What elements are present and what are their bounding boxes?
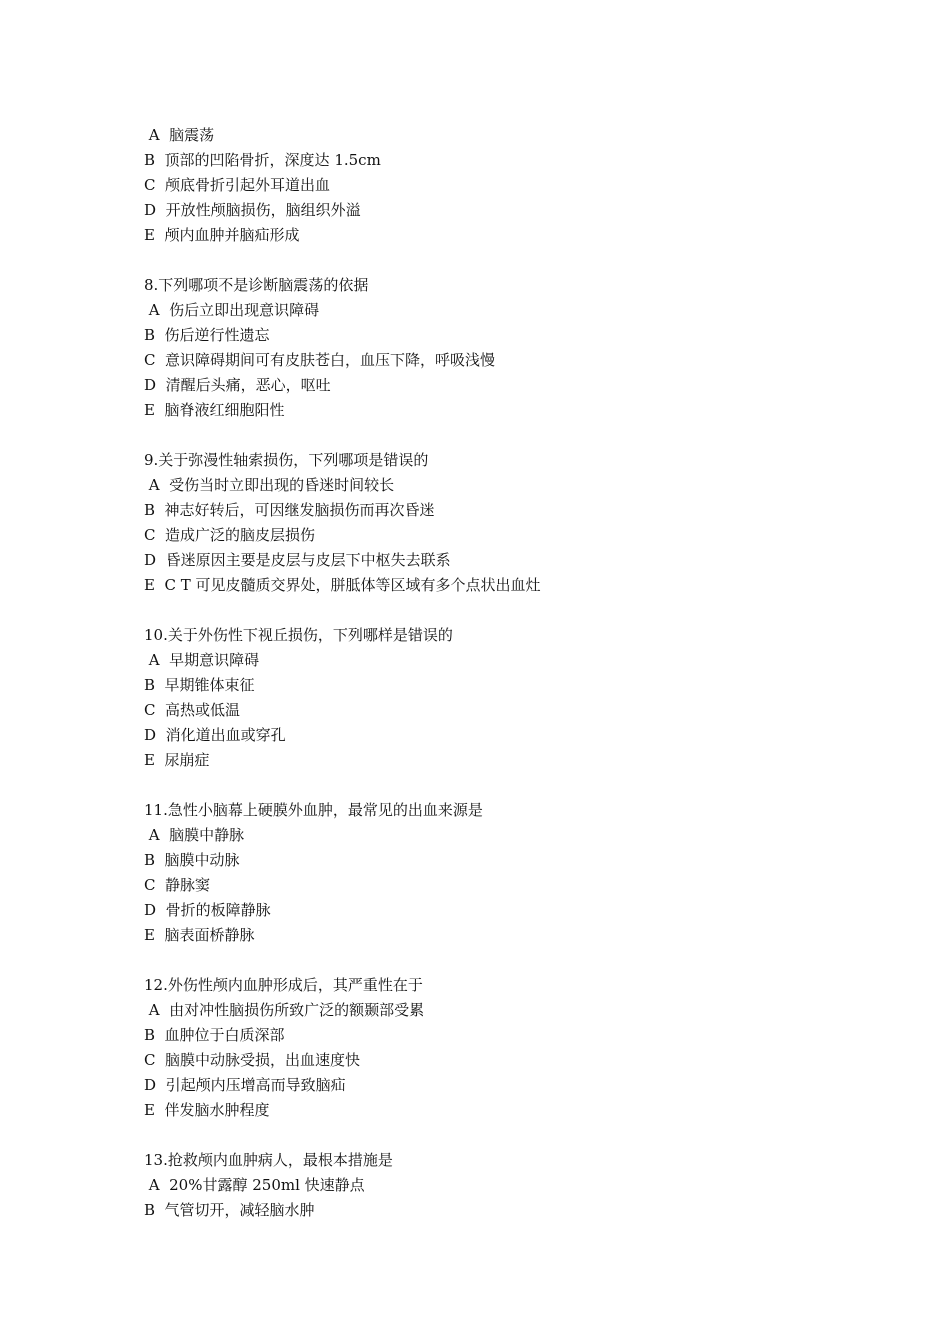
option-b: B 顶部的凹陷骨折，深度达 1.5cm: [144, 151, 381, 169]
question-block: [144, 973, 844, 1123]
question-block: [144, 1148, 844, 1223]
option-b: B 早期锥体束征: [144, 676, 255, 694]
option-b: B 伤后逆行性遗忘: [144, 326, 270, 344]
option-b: B 气管切开，减轻脑水肿: [144, 1201, 315, 1219]
option-a: A 受伤当时立即出现的昏迷时间较长: [144, 476, 395, 494]
spacer: [144, 1123, 844, 1148]
option-d: D 引起颅内压增高而导致脑疝: [144, 1076, 346, 1094]
option-c: C 脑膜中动脉受损，出血速度快: [144, 1051, 361, 1069]
option-e: E 颅内血肿并脑疝形成: [144, 226, 300, 244]
option-a: A 伤后立即出现意识障碍: [144, 301, 320, 319]
option-d: D 开放性颅脑损伤，脑组织外溢: [144, 201, 361, 219]
option-c: C 意识障碍期间可有皮肤苍白，血压下降，呼吸浅慢: [144, 351, 496, 369]
option-a: A 早期意识障碍: [144, 651, 260, 669]
question-block: [144, 123, 844, 248]
option-b: B 血肿位于白质深部: [144, 1026, 285, 1044]
option-a: A 由对冲性脑损伤所致广泛的额颞部受累: [144, 1001, 425, 1019]
question-block: [144, 623, 844, 773]
option-c: C 造成广泛的脑皮层损伤: [144, 526, 316, 544]
option-e: E 脑表面桥静脉: [144, 926, 255, 944]
option-d: D 清醒后头痛，恶心，呕吐: [144, 376, 331, 394]
option-e: E C T 可见皮髓质交界处，胼胝体等区域有多个点状出血灶: [144, 576, 541, 594]
option-d: D 消化道出血或穿孔: [144, 726, 286, 744]
question-block: [144, 448, 844, 598]
question-stem: 12.外伤性颅内血肿形成后，其严重性在于: [144, 976, 423, 994]
option-c: C 静脉窦: [144, 876, 211, 894]
question-stem: 8.下列哪项不是诊断脑震荡的依据: [144, 276, 369, 294]
option-e: E 伴发脑水肿程度: [144, 1101, 270, 1119]
spacer: [144, 773, 844, 798]
question-stem: 9.关于弥漫性轴索损伤，下列哪项是错误的: [144, 451, 429, 469]
question-stem: 11.急性小脑幕上硬膜外血肿，最常见的出血来源是: [144, 801, 483, 819]
option-c: C 颅底骨折引起外耳道出血: [144, 176, 331, 194]
option-b: B 脑膜中动脉: [144, 851, 240, 869]
option-d: D 骨折的板障静脉: [144, 901, 271, 919]
spacer: [144, 423, 844, 448]
question-block: [144, 798, 844, 948]
question-stem: 13.抢救颅内血肿病人，最根本措施是: [144, 1151, 393, 1169]
option-e: E 脑脊液红细胞阳性: [144, 401, 285, 419]
option-b: B 神志好转后，可因继发脑损伤而再次昏迷: [144, 501, 435, 519]
option-d: D 昏迷原因主要是皮层与皮层下中枢失去联系: [144, 551, 451, 569]
question-block: [144, 273, 844, 423]
question-stem: 10.关于外伤性下视丘损伤，下列哪样是错误的: [144, 626, 453, 644]
option-c: C 高热或低温: [144, 701, 241, 719]
spacer: [144, 948, 844, 973]
spacer: [144, 248, 844, 273]
option-a: A 脑震荡: [144, 126, 215, 144]
option-a: A 20%甘露醇 250ml 快速静点: [144, 1176, 365, 1194]
option-e: E 尿崩症: [144, 751, 210, 769]
spacer: [144, 598, 844, 623]
option-a: A 脑膜中静脉: [144, 826, 245, 844]
document-page: [144, 123, 844, 1223]
